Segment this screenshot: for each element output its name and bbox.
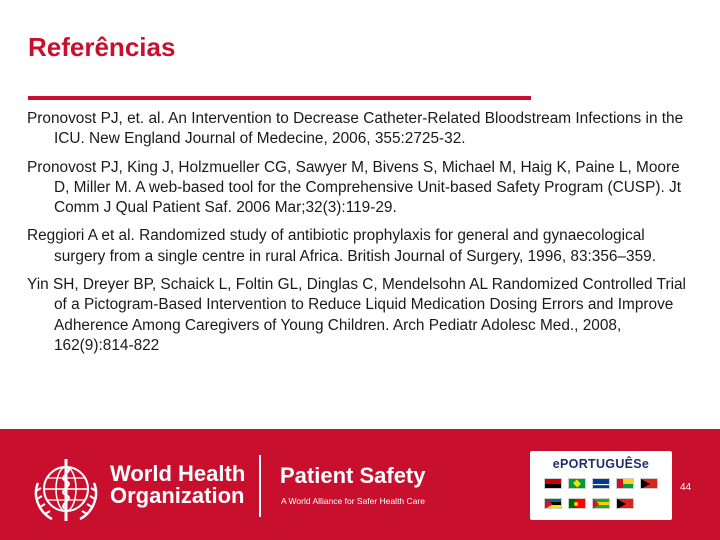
flag-east-timor-icon bbox=[616, 498, 634, 509]
title-underline bbox=[28, 96, 531, 100]
flag-cape-verde-icon bbox=[592, 478, 610, 489]
flag-portugal-icon bbox=[568, 498, 586, 509]
page-number: 44 bbox=[680, 482, 692, 493]
flag-brazil-icon bbox=[568, 478, 586, 489]
flag-guinea-bissau-icon bbox=[616, 478, 634, 489]
page-title: Referências bbox=[28, 32, 176, 62]
who-emblem-icon bbox=[30, 453, 102, 525]
reference-item: Yin SH, Dreyer BP, Schaick L, Foltin GL, Dinglas C, Mendelsohn AL Randomized Controlled Trial of a Pictogram-Based Intervention to Reduce Liquid Medication Dosing Errors and Improve Adherence Among Caregivers of Young Children. Arch Pediatr Adolesc Med., 2008, 162(9):814-822 bbox=[27, 276, 686, 354]
patient-safety-subtitle: A World Alliance for Safer Health Care bbox=[281, 496, 425, 506]
flag-sao-tome-icon bbox=[592, 498, 610, 509]
patient-safety-title: Patient Safety bbox=[280, 463, 426, 488]
who-name-line: Organization bbox=[110, 483, 245, 508]
reference-item: Pronovost PJ, King J, Holzmueller CG, Sawyer M, Bivens S, Michael M, Haig K, Paine L, Moore D, Miller M. A web-based tool for the Comprehensive Unit-based Safety Program (CUSP). Jt Comm J Qual Patient Saf. 2006 Mar;32(3):119-29. bbox=[27, 158, 681, 217]
reference-list bbox=[27, 109, 699, 364]
flag-east-timor-icon bbox=[640, 478, 658, 489]
who-name-line: World Health bbox=[110, 461, 246, 486]
footer-banner bbox=[0, 429, 720, 540]
reference-item: Pronovost PJ, et. al. An Intervention to Decrease Catheter-Related Bloodstream Infections in the ICU. New England Journal of Medecine, 2006, 355:2725-32. bbox=[27, 110, 684, 148]
eportugues-badge bbox=[530, 451, 672, 520]
flag-mozambique-icon bbox=[544, 498, 562, 509]
reference-item: Reggiori A et al. Randomized study of antibiotic prophylaxis for general and gynaecological surgery from a single centre in rural Africa. British Journal of Surgery, 1996, 83:356–359. bbox=[27, 227, 656, 265]
flag-angola-icon bbox=[544, 478, 562, 489]
eportugues-label: ePORTUGUÊSe bbox=[552, 457, 650, 471]
who-wordmark bbox=[110, 463, 245, 507]
footer-divider bbox=[259, 455, 261, 517]
